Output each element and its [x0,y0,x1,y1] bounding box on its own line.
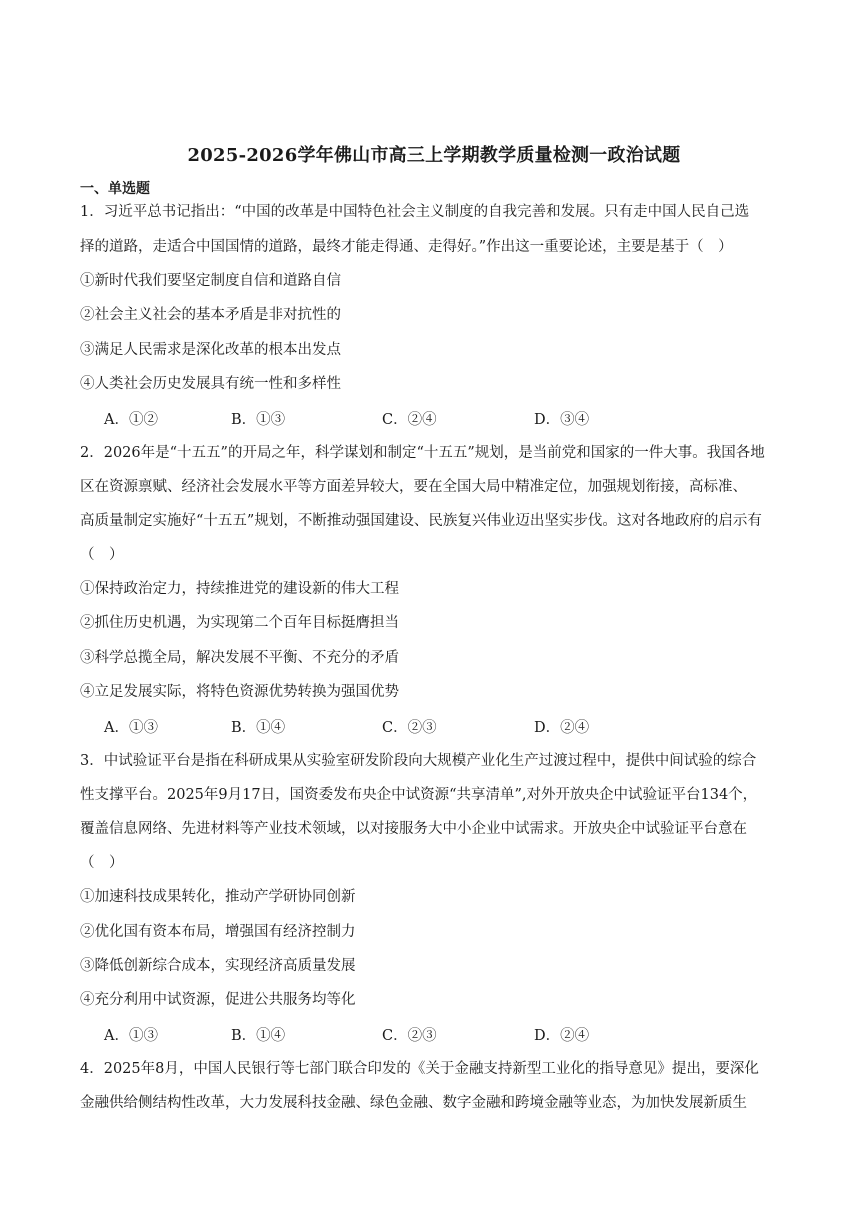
question-2-statement-4: ④立足发展实际，将特色资源优势转换为强国优势 [80,684,399,700]
question-3-text-line-4: （ ） [80,855,124,871]
question-4-text-line-2: 金融供给侧结构性改革，大力发展科技金融、绿色金融、数字金融和跨境金融等业态，为加快发展新质生 [80,1095,747,1111]
question-3-options [104,1024,704,1044]
question-2-options [104,716,704,736]
question-3-option-d[interactable]: D．②④ [534,1028,590,1044]
question-1-text-line-1: 1．习近平总书记指出：“中国的改革是中国特色社会主义制度的自我完善和发展。只有走中国人民自己选 [80,204,750,220]
question-2-option-d[interactable]: D．②④ [534,720,590,736]
question-2-option-a[interactable]: A．①③ [104,720,158,736]
question-3-statement-1: ①加速科技成果转化，推动产学研协同创新 [80,889,356,905]
question-4-text-line-1: 4．2025年8月，中国人民银行等七部门联合印发的《关于金融支持新型工业化的指导意见》提出，要深化 [80,1061,759,1077]
question-2-statement-1: ①保持政治定力，持续推进党的建设新的伟大工程 [80,581,399,597]
question-1-text-line-2: 择的道路，走适合中国国情的道路，最终才能走得通、走得好。”作出这一重要论述，主要是基于（ ） [80,239,733,255]
question-3-text-line-3: 覆盖信息网络、先进材料等产业技术领域，以对接服务大中小企业中试需求。开放央企中试验证平台意在 [80,821,747,837]
question-2-text-line-4: （ ） [80,547,124,563]
question-1-statement-4: ④人类社会历史发展具有统一性和多样性 [80,376,341,392]
page-title: 2025-2026学年佛山市高三上学期教学质量检测一政治试题 [187,145,681,166]
question-3-statement-2: ②优化国有资本布局，增强国有经济控制力 [80,924,356,940]
question-3-text-line-2: 性支撑平台。2025年9月17日，国资委发布央企中试资源“共享清单”,对外开放央企中试验证平台134个， [80,787,758,803]
question-2-text-line-2: 区在资源禀赋、经济社会发展水平等方面差异较大，要在全国大局中精准定位，加强规划衔接，高标准、 [80,479,747,495]
question-1-statement-1: ①新时代我们要坚定制度自信和道路自信 [80,273,341,289]
question-1-statement-2: ②社会主义社会的基本矛盾是非对抗性的 [80,307,341,323]
question-3-statement-4: ④充分利用中试资源，促进公共服务均等化 [80,992,356,1008]
question-1-option-b[interactable]: B．①③ [231,412,286,428]
question-2-option-c[interactable]: C．②③ [382,720,437,736]
question-3-text-line-1: 3．中试验证平台是指在科研成果从实验室研发阶段向大规模产业化生产过渡过程中，提供中间试验的综合 [80,753,757,769]
question-1-options [104,408,704,428]
question-3-option-b[interactable]: B．①④ [231,1028,286,1044]
question-1-statement-3: ③满足人民需求是深化改革的根本出发点 [80,342,341,358]
question-3-option-c[interactable]: C．②③ [382,1028,437,1044]
question-1-option-d[interactable]: D．③④ [534,412,590,428]
question-1-option-c[interactable]: C．②④ [382,412,437,428]
question-2-statement-2: ②抓住历史机遇，为实现第二个百年目标挺膺担当 [80,615,399,631]
question-3-statement-3: ③降低创新综合成本，实现经济高质量发展 [80,958,356,974]
question-3-option-a[interactable]: A．①③ [104,1028,158,1044]
question-1-option-a[interactable]: A．①② [104,412,158,428]
question-2-text-line-1: 2．2026年是“十五五”的开局之年，科学谋划和制定“十五五”规划，是当前党和国家的一件大事。我国各地 [80,445,765,461]
question-2-statement-3: ③科学总揽全局，解决发展不平衡、不充分的矛盾 [80,650,399,666]
question-2-option-b[interactable]: B．①④ [231,720,286,736]
section-heading: 一、单选题 [80,181,150,197]
question-2-text-line-3: 高质量制定实施好“十五五”规划，不断推动强国建设、民族复兴伟业迈出坚实步伐。这对各地政府的启示有 [80,513,762,529]
